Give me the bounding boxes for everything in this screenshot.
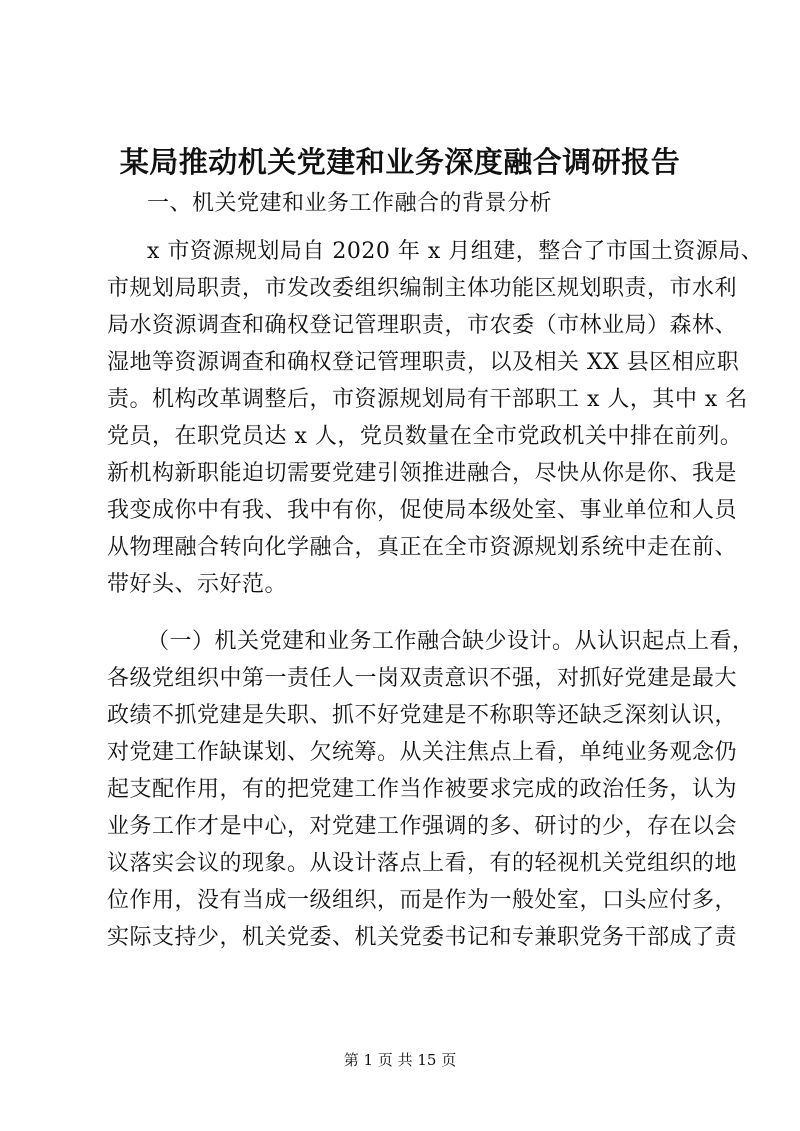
body-line: 议落实会议的现象。从设计落点上看，有的轻视机关党组织的地 bbox=[107, 851, 738, 876]
body-line: 市规划局职责，市发改委组织编制主体功能区规划职责，市水利 bbox=[107, 276, 738, 301]
body-line: 湿地等资源调查和确权登记管理职责，以及相关 XX 县区相应职 bbox=[107, 350, 740, 375]
body-line: 我变成你中有我、我中有你，促使局本级处室、事业单位和人员 bbox=[107, 498, 738, 523]
body-line: 位作用，没有当成一级组织，而是作为一般处室，口头应付多， bbox=[107, 888, 738, 913]
body-line: x 市资源规划局自 2020 年 x 月组建，整合了市国土资源局、 bbox=[147, 239, 764, 264]
body-line: 新机构新职能迫切需要党建引领推进融合，尽快从你是你、我是 bbox=[107, 461, 738, 486]
body-line: 党员，在职党员达 x 人，党员数量在全市党政机关中排在前列。 bbox=[107, 424, 743, 449]
document-title: 某局推动机关党建和业务深度融合调研报告 bbox=[119, 145, 681, 179]
body-line: 从物理融合转向化学融合，真正在全市资源规划系统中走在前、 bbox=[107, 535, 738, 560]
body-line: 业务工作才是中心，对党建工作强调的多、研讨的少，存在以会 bbox=[107, 814, 738, 839]
body-line: 实际支持少，机关党委、机关党委书记和专兼职党务干部成了责 bbox=[107, 925, 738, 950]
body-line: 局水资源调查和确权登记管理职责，市农委（市林业局）森林、 bbox=[107, 313, 738, 338]
page-number: 第 1 页 共 15 页 bbox=[343, 1051, 457, 1069]
body-line: 政绩不抓党建是失职、抓不好党建是不称职等还缺乏深刻认识， bbox=[107, 703, 738, 728]
body-line: （一）机关党建和业务工作融合缺少设计。从认识起点上看， bbox=[147, 629, 755, 654]
body-line: 各级党组织中第一责任人一岗双责意识不强，对抓好党建是最大 bbox=[107, 666, 738, 691]
body-line: 对党建工作缺谋划、欠统筹。从关注焦点上看，单纯业务观念仍 bbox=[107, 740, 738, 765]
body-line: 责。机构改革调整后，市资源规划局有干部职工 x 人，其中 x 名 bbox=[107, 387, 748, 412]
body-line: 起支配作用，有的把党建工作当作被要求完成的政治任务，认为 bbox=[107, 777, 738, 802]
section-heading: 一、机关党建和业务工作融合的背景分析 bbox=[147, 191, 553, 216]
body-line: 带好头、示好范。 bbox=[107, 572, 288, 597]
